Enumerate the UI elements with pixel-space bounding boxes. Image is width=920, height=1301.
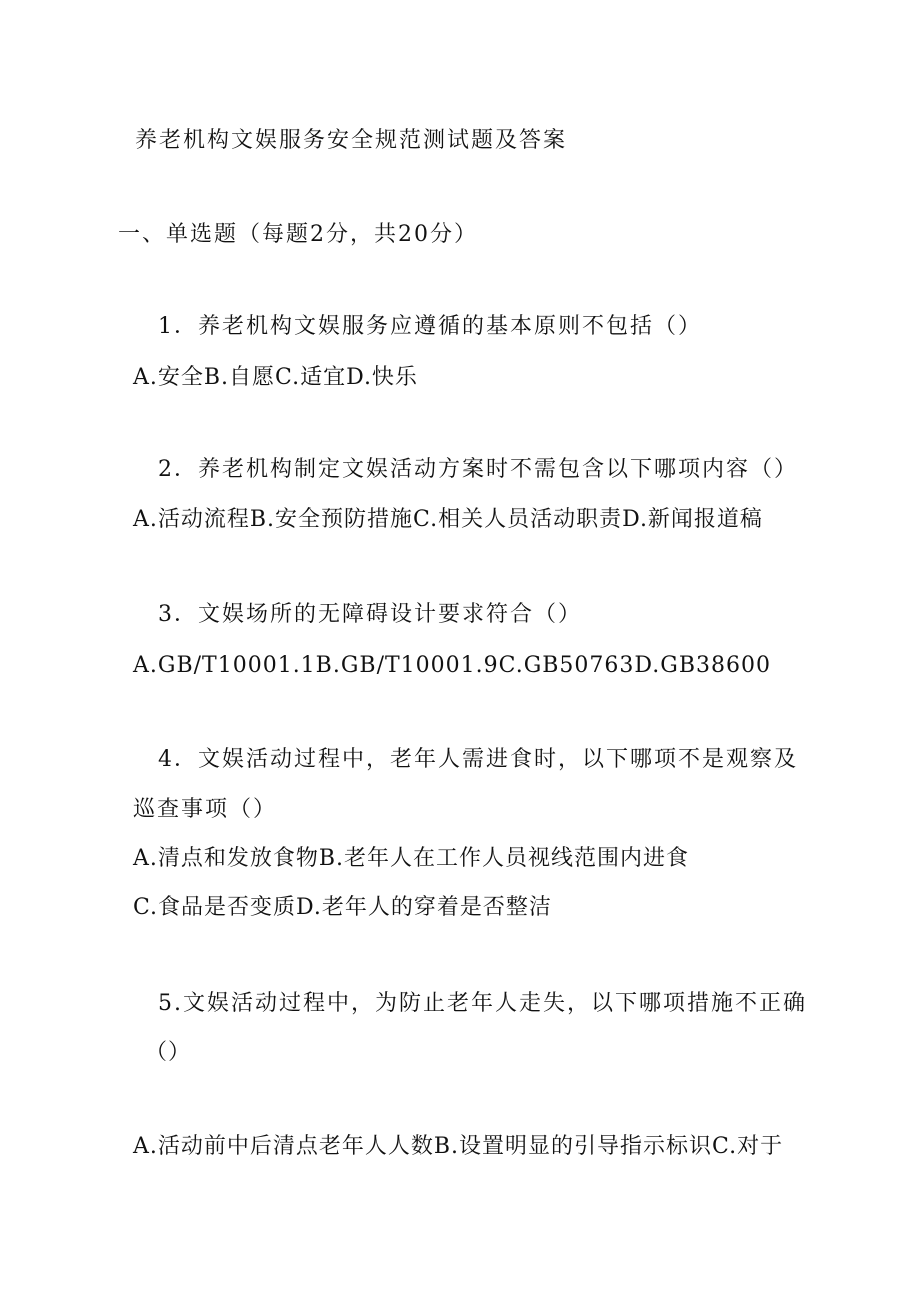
question-4-options-line-2: C.食品是否变质D.老年人的穿着是否整洁 [133,895,552,920]
question-4-stem-line-1: 4．文娱活动过程中，老年人需进食时，以下哪项不是观察及 [158,747,798,772]
question-3-stem: 3．文娱场所的无障碍设计要求符合（） [158,602,582,627]
question-1-options: A.安全B.自愿C.适宜D.快乐 [133,365,418,390]
section-heading: 一、单选题（每题2分，共20分） [118,222,478,247]
question-5-stem-line-2: （） [145,1040,192,1065]
question-4-options-line-1: A.清点和发放食物B.老年人在工作人员视线范围内进食 [133,846,690,871]
document-title: 养老机构文娱服务安全规范测试题及答案 [135,128,568,153]
question-3-options: A.GB/T10001.1B.GB/T10001.9C.GB50763D.GB38600 [133,653,771,678]
question-4-stem-line-2: 巡查事项（） [133,797,278,822]
question-1-stem: 1．养老机构文娱服务应遵循的基本原则不包括（） [158,314,702,339]
question-5-options-line-1: A.活动前中后清点老年人人数B.设置明显的引导指示标识C.对于 [133,1134,784,1159]
question-2-options: A.活动流程B.安全预防措施C.相关人员活动职责D.新闻报道稿 [133,507,763,532]
question-2-stem: 2．养老机构制定文娱活动方案时不需包含以下哪项内容（） [158,457,798,482]
question-5-stem-line-1: 5.文娱活动过程中，为防止老年人走失，以下哪项措施不正确 [158,991,807,1016]
